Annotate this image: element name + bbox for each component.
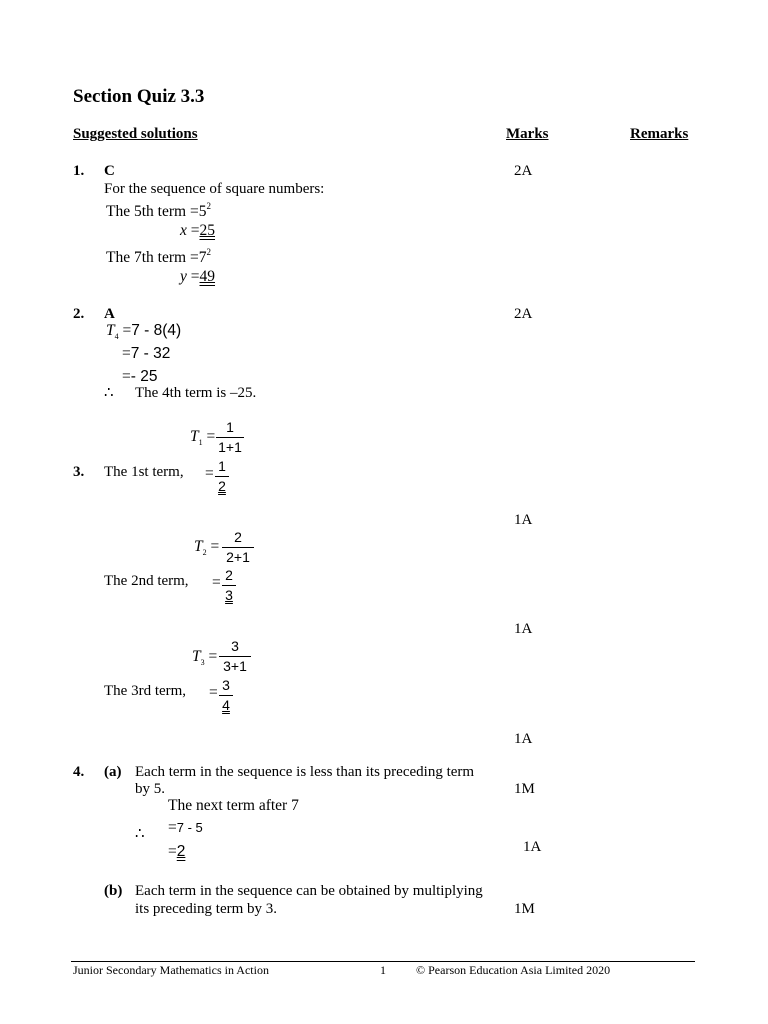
part-text: by 5. <box>135 781 165 797</box>
part-text: Each term in the sequence can be obtained by multiplying <box>135 883 483 899</box>
footer-copyright: © Pearson Education Asia Limited 2020 <box>416 963 611 977</box>
equation-line: x =25 <box>180 222 216 239</box>
equation-line: =7 - 5 <box>168 819 203 836</box>
term-variable: $T_2$ = <box>194 538 220 558</box>
equation-line: y =49 <box>180 268 216 285</box>
part-text: Each term in the sequence is less than its preceding term <box>135 764 475 780</box>
intro-text: For the sequence of square numbers: <box>104 181 325 197</box>
question-number: 2. <box>73 306 85 322</box>
fraction: 1 2 <box>215 458 229 495</box>
question-number: 3. <box>73 464 85 480</box>
equation-line: $T_4 =7 - 8(4)$ <box>106 322 182 342</box>
equation-line: =- 25 <box>122 368 158 385</box>
marks: 1A <box>514 512 533 528</box>
fraction: 3 3+1 <box>219 638 251 675</box>
part-text: its preceding term by 3. <box>135 901 278 917</box>
term-variable: $T_3$ = <box>192 648 218 668</box>
therefore-icon: ∴ <box>104 385 114 401</box>
page-title: Section Quiz 3.3 <box>73 86 205 107</box>
therefore-icon: ∴ <box>135 826 145 842</box>
term-label: The 1st term, <box>104 464 184 480</box>
part-label: (b) <box>104 883 123 899</box>
equation-line: The next term after 7 <box>168 797 299 814</box>
equation-line: =2 <box>168 843 186 860</box>
solutions-header: Suggested solutions <box>73 126 198 142</box>
equation-line: =7 - 32 <box>122 345 171 362</box>
answer-choice: A <box>104 306 115 322</box>
marks: 1A <box>514 621 533 637</box>
part-label: (a) <box>104 764 122 780</box>
equation-line: The 5th term $=5^2$ <box>106 201 211 221</box>
equals-sign: = <box>209 684 218 701</box>
fraction: 2 3 <box>222 567 236 604</box>
equals-sign: = <box>205 465 214 482</box>
footer-left: Junior Secondary Mathematics in Action <box>73 963 269 977</box>
marks: 1A <box>523 839 542 855</box>
marks: 1M <box>514 901 535 917</box>
marks: 2A <box>514 163 533 179</box>
fraction: 1 1+1 <box>216 419 244 456</box>
remarks-header: Remarks <box>630 126 689 142</box>
equation-line: The 7th term $=7^2$ <box>106 247 211 267</box>
footer-divider <box>71 961 695 962</box>
marks: 1A <box>514 731 533 747</box>
equals-sign: = <box>212 574 221 591</box>
question-number: 1. <box>73 163 85 179</box>
answer-choice: C <box>104 163 115 179</box>
fraction: 3 4 <box>219 677 233 714</box>
marks: 1M <box>514 781 535 797</box>
conclusion-text: The 4th term is –25. <box>135 385 257 401</box>
marks-header: Marks <box>506 126 549 142</box>
question-number: 4. <box>73 764 85 780</box>
marks: 2A <box>514 306 533 322</box>
term-label: The 2nd term, <box>104 573 189 589</box>
term-variable: $T_1$ = <box>190 428 216 448</box>
page-number: 1 <box>380 963 386 977</box>
fraction: 2 2+1 <box>222 529 254 566</box>
term-label: The 3rd term, <box>104 683 187 699</box>
